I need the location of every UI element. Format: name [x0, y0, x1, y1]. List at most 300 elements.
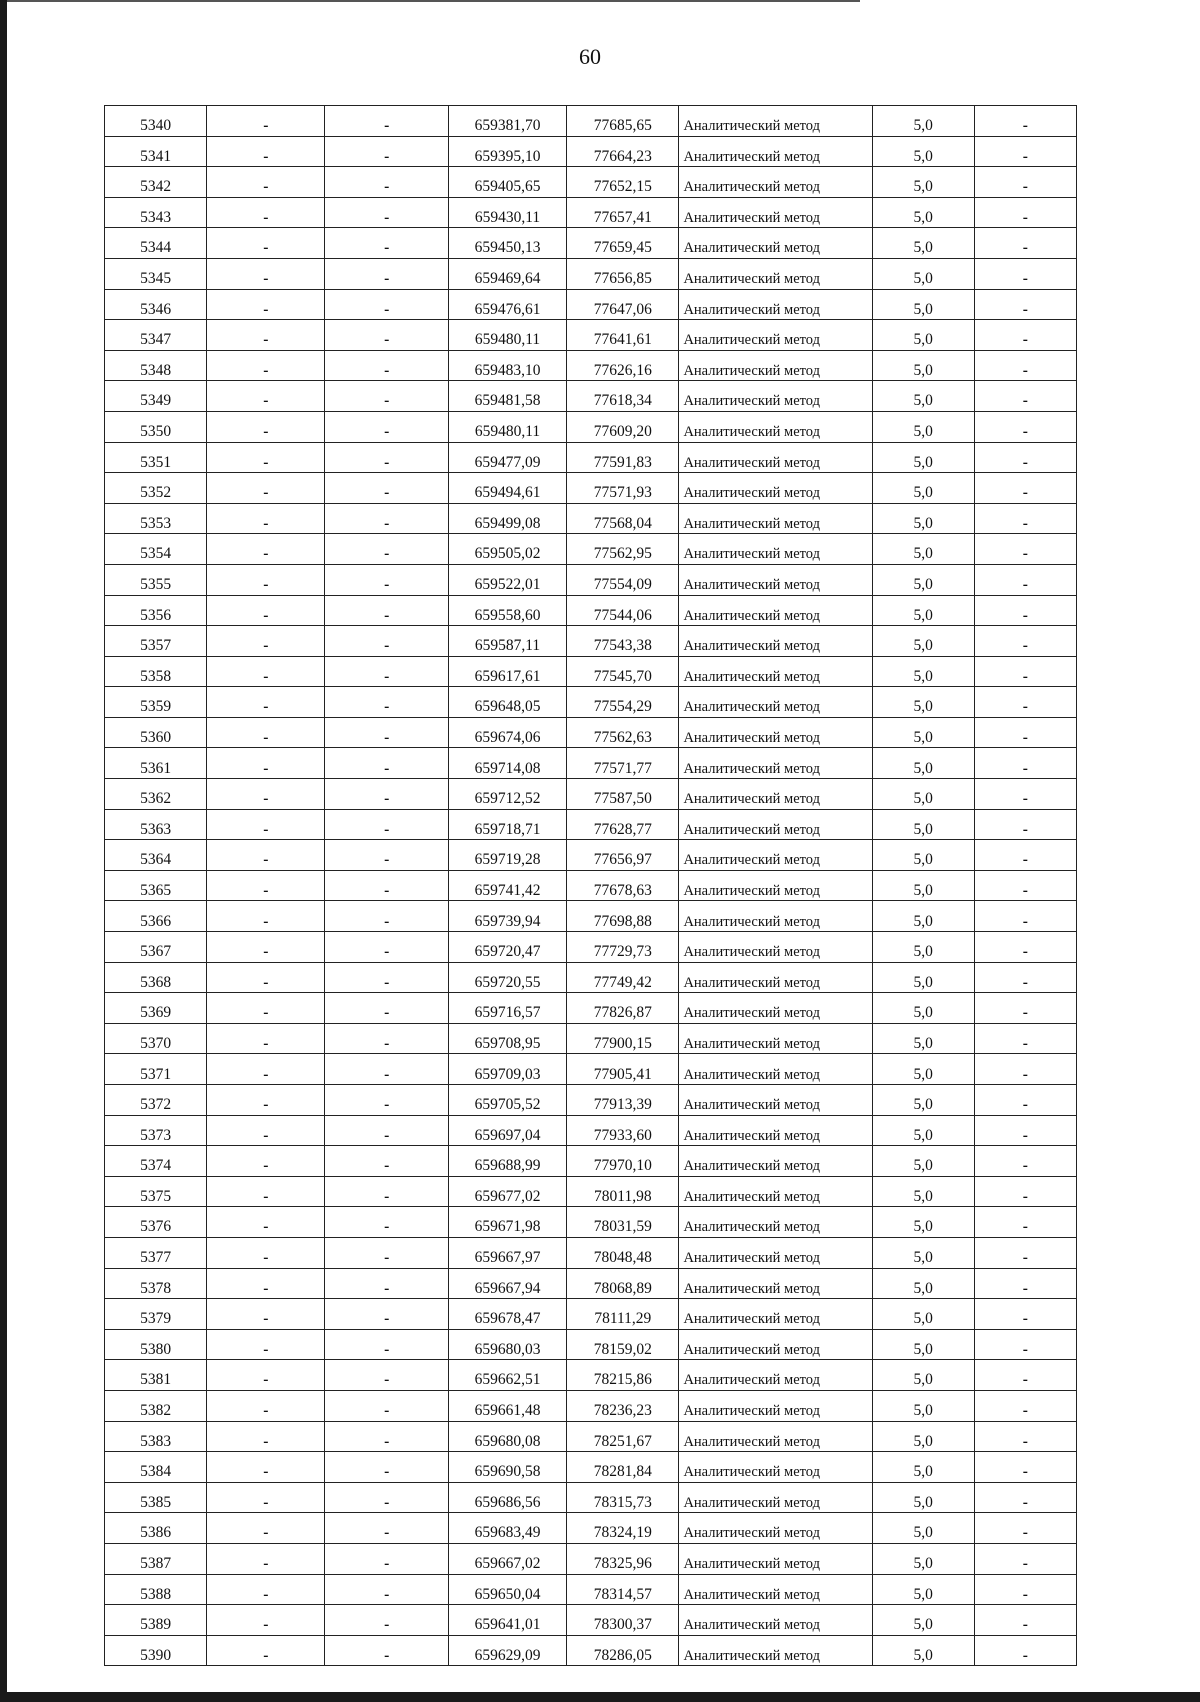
accuracy-cell: 5,0	[872, 687, 974, 718]
accuracy-cell: 5,0	[872, 870, 974, 901]
method-cell: Аналитический метод	[679, 228, 872, 259]
x-coordinate-cell: 659741,42	[448, 870, 566, 901]
point-number-cell: 5388	[105, 1574, 207, 1605]
col2-cell: -	[207, 1421, 325, 1452]
accuracy-cell: 5,0	[872, 717, 974, 748]
y-coordinate-cell: 77568,04	[567, 503, 679, 534]
col2-cell: -	[207, 779, 325, 810]
point-number-cell: 5370	[105, 1023, 207, 1054]
accuracy-cell: 5,0	[872, 1176, 974, 1207]
method-cell: Аналитический метод	[679, 687, 872, 718]
col2-cell: -	[207, 1329, 325, 1360]
y-coordinate-cell: 77543,38	[567, 626, 679, 657]
x-coordinate-cell: 659629,09	[448, 1635, 566, 1666]
accuracy-cell: 5,0	[872, 136, 974, 167]
table-row	[105, 779, 1077, 810]
x-coordinate-cell: 659499,08	[448, 503, 566, 534]
col3-cell: -	[325, 962, 448, 993]
col2-cell: -	[207, 258, 325, 289]
col8-cell: -	[974, 1513, 1076, 1544]
accuracy-cell: 5,0	[872, 1299, 974, 1330]
y-coordinate-cell: 78315,73	[567, 1482, 679, 1513]
x-coordinate-cell: 659690,58	[448, 1452, 566, 1483]
method-cell: Аналитический метод	[679, 870, 872, 901]
col2-cell: -	[207, 136, 325, 167]
accuracy-cell: 5,0	[872, 1023, 974, 1054]
x-coordinate-cell: 659430,11	[448, 197, 566, 228]
col8-cell: -	[974, 1390, 1076, 1421]
col8-cell: -	[974, 779, 1076, 810]
table-row	[105, 320, 1077, 351]
col3-cell: -	[325, 809, 448, 840]
table-row	[105, 595, 1077, 626]
table-row	[105, 1390, 1077, 1421]
method-cell: Аналитический метод	[679, 1452, 872, 1483]
accuracy-cell: 5,0	[872, 167, 974, 198]
col8-cell: -	[974, 870, 1076, 901]
y-coordinate-cell: 78281,84	[567, 1452, 679, 1483]
method-cell: Аналитический метод	[679, 1299, 872, 1330]
table-row	[105, 1635, 1077, 1666]
table-row	[105, 167, 1077, 198]
col2-cell: -	[207, 534, 325, 565]
table-row	[105, 289, 1077, 320]
table-row	[105, 1543, 1077, 1574]
table-row	[105, 809, 1077, 840]
accuracy-cell: 5,0	[872, 1482, 974, 1513]
accuracy-cell: 5,0	[872, 381, 974, 412]
col3-cell: -	[325, 106, 448, 137]
col2-cell: -	[207, 840, 325, 871]
method-cell: Аналитический метод	[679, 381, 872, 412]
col2-cell: -	[207, 1023, 325, 1054]
y-coordinate-cell: 78286,05	[567, 1635, 679, 1666]
scan-edge-top	[0, 0, 860, 2]
point-number-cell: 5348	[105, 350, 207, 381]
table-row	[105, 350, 1077, 381]
x-coordinate-cell: 659678,47	[448, 1299, 566, 1330]
point-number-cell: 5389	[105, 1605, 207, 1636]
accuracy-cell: 5,0	[872, 258, 974, 289]
table-row	[105, 442, 1077, 473]
col2-cell: -	[207, 503, 325, 534]
table-row	[105, 687, 1077, 718]
col3-cell: -	[325, 1268, 448, 1299]
col2-cell: -	[207, 289, 325, 320]
accuracy-cell: 5,0	[872, 1543, 974, 1574]
y-coordinate-cell: 77591,83	[567, 442, 679, 473]
col8-cell: -	[974, 1207, 1076, 1238]
col3-cell: -	[325, 197, 448, 228]
col8-cell: -	[974, 503, 1076, 534]
col8-cell: -	[974, 167, 1076, 198]
x-coordinate-cell: 659648,05	[448, 687, 566, 718]
y-coordinate-cell: 77685,65	[567, 106, 679, 137]
table-row	[105, 1085, 1077, 1116]
table-row	[105, 1176, 1077, 1207]
col2-cell: -	[207, 870, 325, 901]
point-number-cell: 5346	[105, 289, 207, 320]
point-number-cell: 5381	[105, 1360, 207, 1391]
accuracy-cell: 5,0	[872, 626, 974, 657]
method-cell: Аналитический метод	[679, 993, 872, 1024]
accuracy-cell: 5,0	[872, 320, 974, 351]
col8-cell: -	[974, 411, 1076, 442]
col2-cell: -	[207, 1360, 325, 1391]
x-coordinate-cell: 659667,94	[448, 1268, 566, 1299]
col8-cell: -	[974, 258, 1076, 289]
col8-cell: -	[974, 1115, 1076, 1146]
y-coordinate-cell: 78236,23	[567, 1390, 679, 1421]
x-coordinate-cell: 659477,09	[448, 442, 566, 473]
accuracy-cell: 5,0	[872, 1452, 974, 1483]
accuracy-cell: 5,0	[872, 534, 974, 565]
y-coordinate-cell: 77554,29	[567, 687, 679, 718]
y-coordinate-cell: 77656,97	[567, 840, 679, 871]
y-coordinate-cell: 77826,87	[567, 993, 679, 1024]
col2-cell: -	[207, 411, 325, 442]
x-coordinate-cell: 659680,03	[448, 1329, 566, 1360]
col2-cell: -	[207, 1452, 325, 1483]
x-coordinate-cell: 659671,98	[448, 1207, 566, 1238]
method-cell: Аналитический метод	[679, 534, 872, 565]
col8-cell: -	[974, 1635, 1076, 1666]
col3-cell: -	[325, 993, 448, 1024]
col3-cell: -	[325, 1635, 448, 1666]
coordinates-table	[104, 105, 1077, 1666]
y-coordinate-cell: 77618,34	[567, 381, 679, 412]
accuracy-cell: 5,0	[872, 228, 974, 259]
method-cell: Аналитический метод	[679, 595, 872, 626]
col8-cell: -	[974, 840, 1076, 871]
x-coordinate-cell: 659650,04	[448, 1574, 566, 1605]
col8-cell: -	[974, 1605, 1076, 1636]
col3-cell: -	[325, 717, 448, 748]
method-cell: Аналитический метод	[679, 1115, 872, 1146]
col2-cell: -	[207, 381, 325, 412]
method-cell: Аналитический метод	[679, 442, 872, 473]
method-cell: Аналитический метод	[679, 809, 872, 840]
col2-cell: -	[207, 1054, 325, 1085]
col2-cell: -	[207, 1176, 325, 1207]
point-number-cell: 5358	[105, 656, 207, 687]
table-row	[105, 993, 1077, 1024]
accuracy-cell: 5,0	[872, 197, 974, 228]
table-row	[105, 473, 1077, 504]
col2-cell: -	[207, 442, 325, 473]
point-number-cell: 5364	[105, 840, 207, 871]
col8-cell: -	[974, 534, 1076, 565]
method-cell: Аналитический метод	[679, 136, 872, 167]
point-number-cell: 5371	[105, 1054, 207, 1085]
col2-cell: -	[207, 1605, 325, 1636]
col3-cell: -	[325, 1574, 448, 1605]
x-coordinate-cell: 659739,94	[448, 901, 566, 932]
col3-cell: -	[325, 840, 448, 871]
col8-cell: -	[974, 1452, 1076, 1483]
col2-cell: -	[207, 564, 325, 595]
x-coordinate-cell: 659708,95	[448, 1023, 566, 1054]
col3-cell: -	[325, 901, 448, 932]
col8-cell: -	[974, 1176, 1076, 1207]
point-number-cell: 5366	[105, 901, 207, 932]
col8-cell: -	[974, 1023, 1076, 1054]
point-number-cell: 5355	[105, 564, 207, 595]
point-number-cell: 5361	[105, 748, 207, 779]
col2-cell: -	[207, 901, 325, 932]
y-coordinate-cell: 78031,59	[567, 1207, 679, 1238]
accuracy-cell: 5,0	[872, 1390, 974, 1421]
method-cell: Аналитический метод	[679, 1543, 872, 1574]
table-row	[105, 534, 1077, 565]
col8-cell: -	[974, 901, 1076, 932]
y-coordinate-cell: 78314,57	[567, 1574, 679, 1605]
y-coordinate-cell: 77913,39	[567, 1085, 679, 1116]
y-coordinate-cell: 77678,63	[567, 870, 679, 901]
col8-cell: -	[974, 320, 1076, 351]
col3-cell: -	[325, 1452, 448, 1483]
y-coordinate-cell: 77641,61	[567, 320, 679, 351]
col2-cell: -	[207, 1237, 325, 1268]
x-coordinate-cell: 659522,01	[448, 564, 566, 595]
method-cell: Аналитический метод	[679, 1513, 872, 1544]
col8-cell: -	[974, 595, 1076, 626]
method-cell: Аналитический метод	[679, 106, 872, 137]
col8-cell: -	[974, 1085, 1076, 1116]
x-coordinate-cell: 659709,03	[448, 1054, 566, 1085]
col2-cell: -	[207, 167, 325, 198]
point-number-cell: 5378	[105, 1268, 207, 1299]
table-row	[105, 1115, 1077, 1146]
point-number-cell: 5347	[105, 320, 207, 351]
y-coordinate-cell: 77571,77	[567, 748, 679, 779]
col3-cell: -	[325, 289, 448, 320]
y-coordinate-cell: 78325,96	[567, 1543, 679, 1574]
point-number-cell: 5383	[105, 1421, 207, 1452]
col3-cell: -	[325, 136, 448, 167]
method-cell: Аналитический метод	[679, 350, 872, 381]
col3-cell: -	[325, 320, 448, 351]
col2-cell: -	[207, 1390, 325, 1421]
x-coordinate-cell: 659714,08	[448, 748, 566, 779]
x-coordinate-cell: 659505,02	[448, 534, 566, 565]
table-row	[105, 1482, 1077, 1513]
col2-cell: -	[207, 626, 325, 657]
col2-cell: -	[207, 1207, 325, 1238]
accuracy-cell: 5,0	[872, 1054, 974, 1085]
point-number-cell: 5359	[105, 687, 207, 718]
point-number-cell: 5376	[105, 1207, 207, 1238]
method-cell: Аналитический метод	[679, 1329, 872, 1360]
method-cell: Аналитический метод	[679, 1605, 872, 1636]
col2-cell: -	[207, 1299, 325, 1330]
col2-cell: -	[207, 993, 325, 1024]
col8-cell: -	[974, 656, 1076, 687]
col8-cell: -	[974, 993, 1076, 1024]
col3-cell: -	[325, 1054, 448, 1085]
x-coordinate-cell: 659719,28	[448, 840, 566, 871]
col8-cell: -	[974, 136, 1076, 167]
col8-cell: -	[974, 717, 1076, 748]
col3-cell: -	[325, 350, 448, 381]
method-cell: Аналитический метод	[679, 932, 872, 963]
point-number-cell: 5342	[105, 167, 207, 198]
method-cell: Аналитический метод	[679, 626, 872, 657]
point-number-cell: 5357	[105, 626, 207, 657]
table-row	[105, 1299, 1077, 1330]
table-row	[105, 1237, 1077, 1268]
x-coordinate-cell: 659395,10	[448, 136, 566, 167]
table-row	[105, 1605, 1077, 1636]
method-cell: Аналитический метод	[679, 1146, 872, 1177]
table-row	[105, 1513, 1077, 1544]
col8-cell: -	[974, 381, 1076, 412]
accuracy-cell: 5,0	[872, 1605, 974, 1636]
col8-cell: -	[974, 1299, 1076, 1330]
y-coordinate-cell: 77609,20	[567, 411, 679, 442]
method-cell: Аналитический метод	[679, 1023, 872, 1054]
method-cell: Аналитический метод	[679, 1237, 872, 1268]
accuracy-cell: 5,0	[872, 1421, 974, 1452]
col2-cell: -	[207, 1543, 325, 1574]
method-cell: Аналитический метод	[679, 411, 872, 442]
col8-cell: -	[974, 1482, 1076, 1513]
accuracy-cell: 5,0	[872, 809, 974, 840]
col2-cell: -	[207, 1146, 325, 1177]
accuracy-cell: 5,0	[872, 1237, 974, 1268]
table-body	[105, 106, 1077, 1666]
col2-cell: -	[207, 350, 325, 381]
col3-cell: -	[325, 1329, 448, 1360]
table-row	[105, 1023, 1077, 1054]
col8-cell: -	[974, 1543, 1076, 1574]
point-number-cell: 5360	[105, 717, 207, 748]
col3-cell: -	[325, 564, 448, 595]
col8-cell: -	[974, 289, 1076, 320]
x-coordinate-cell: 659683,49	[448, 1513, 566, 1544]
accuracy-cell: 5,0	[872, 962, 974, 993]
table-row	[105, 1360, 1077, 1391]
accuracy-cell: 5,0	[872, 1115, 974, 1146]
y-coordinate-cell: 77970,10	[567, 1146, 679, 1177]
table-row	[105, 840, 1077, 871]
y-coordinate-cell: 77626,16	[567, 350, 679, 381]
point-number-cell: 5377	[105, 1237, 207, 1268]
table-row	[105, 411, 1077, 442]
y-coordinate-cell: 77905,41	[567, 1054, 679, 1085]
table-row	[105, 717, 1077, 748]
col2-cell: -	[207, 1513, 325, 1544]
x-coordinate-cell: 659480,11	[448, 320, 566, 351]
col2-cell: -	[207, 1574, 325, 1605]
y-coordinate-cell: 77749,42	[567, 962, 679, 993]
col8-cell: -	[974, 1329, 1076, 1360]
col3-cell: -	[325, 870, 448, 901]
y-coordinate-cell: 78111,29	[567, 1299, 679, 1330]
x-coordinate-cell: 659705,52	[448, 1085, 566, 1116]
col8-cell: -	[974, 1054, 1076, 1085]
table-row	[105, 1574, 1077, 1605]
col3-cell: -	[325, 258, 448, 289]
accuracy-cell: 5,0	[872, 748, 974, 779]
accuracy-cell: 5,0	[872, 993, 974, 1024]
col8-cell: -	[974, 1268, 1076, 1299]
col8-cell: -	[974, 473, 1076, 504]
table-row	[105, 1452, 1077, 1483]
col8-cell: -	[974, 1237, 1076, 1268]
table-row	[105, 381, 1077, 412]
col2-cell: -	[207, 228, 325, 259]
x-coordinate-cell: 659674,06	[448, 717, 566, 748]
col3-cell: -	[325, 595, 448, 626]
col3-cell: -	[325, 748, 448, 779]
col2-cell: -	[207, 1115, 325, 1146]
x-coordinate-cell: 659680,08	[448, 1421, 566, 1452]
x-coordinate-cell: 659662,51	[448, 1360, 566, 1391]
point-number-cell: 5340	[105, 106, 207, 137]
col3-cell: -	[325, 534, 448, 565]
col3-cell: -	[325, 228, 448, 259]
point-number-cell: 5362	[105, 779, 207, 810]
x-coordinate-cell: 659450,13	[448, 228, 566, 259]
x-coordinate-cell: 659661,48	[448, 1390, 566, 1421]
col2-cell: -	[207, 1635, 325, 1666]
accuracy-cell: 5,0	[872, 840, 974, 871]
col3-cell: -	[325, 1176, 448, 1207]
col8-cell: -	[974, 687, 1076, 718]
col2-cell: -	[207, 1482, 325, 1513]
method-cell: Аналитический метод	[679, 1176, 872, 1207]
method-cell: Аналитический метод	[679, 1421, 872, 1452]
x-coordinate-cell: 659686,56	[448, 1482, 566, 1513]
col8-cell: -	[974, 197, 1076, 228]
point-number-cell: 5384	[105, 1452, 207, 1483]
x-coordinate-cell: 659476,61	[448, 289, 566, 320]
method-cell: Аналитический метод	[679, 748, 872, 779]
method-cell: Аналитический метод	[679, 1360, 872, 1391]
point-number-cell: 5373	[105, 1115, 207, 1146]
y-coordinate-cell: 78251,67	[567, 1421, 679, 1452]
col2-cell: -	[207, 687, 325, 718]
method-cell: Аналитический метод	[679, 197, 872, 228]
col3-cell: -	[325, 503, 448, 534]
y-coordinate-cell: 78048,48	[567, 1237, 679, 1268]
col2-cell: -	[207, 106, 325, 137]
col3-cell: -	[325, 1085, 448, 1116]
col8-cell: -	[974, 1574, 1076, 1605]
table-row	[105, 748, 1077, 779]
x-coordinate-cell: 659558,60	[448, 595, 566, 626]
col3-cell: -	[325, 381, 448, 412]
scan-edge-left	[0, 0, 7, 1702]
point-number-cell: 5354	[105, 534, 207, 565]
point-number-cell: 5350	[105, 411, 207, 442]
method-cell: Аналитический метод	[679, 717, 872, 748]
accuracy-cell: 5,0	[872, 1207, 974, 1238]
accuracy-cell: 5,0	[872, 1268, 974, 1299]
col8-cell: -	[974, 442, 1076, 473]
col3-cell: -	[325, 1543, 448, 1574]
x-coordinate-cell: 659641,01	[448, 1605, 566, 1636]
col3-cell: -	[325, 1421, 448, 1452]
x-coordinate-cell: 659720,47	[448, 932, 566, 963]
method-cell: Аналитический метод	[679, 656, 872, 687]
method-cell: Аналитический метод	[679, 289, 872, 320]
y-coordinate-cell: 77652,15	[567, 167, 679, 198]
col2-cell: -	[207, 197, 325, 228]
y-coordinate-cell: 77571,93	[567, 473, 679, 504]
x-coordinate-cell: 659697,04	[448, 1115, 566, 1146]
